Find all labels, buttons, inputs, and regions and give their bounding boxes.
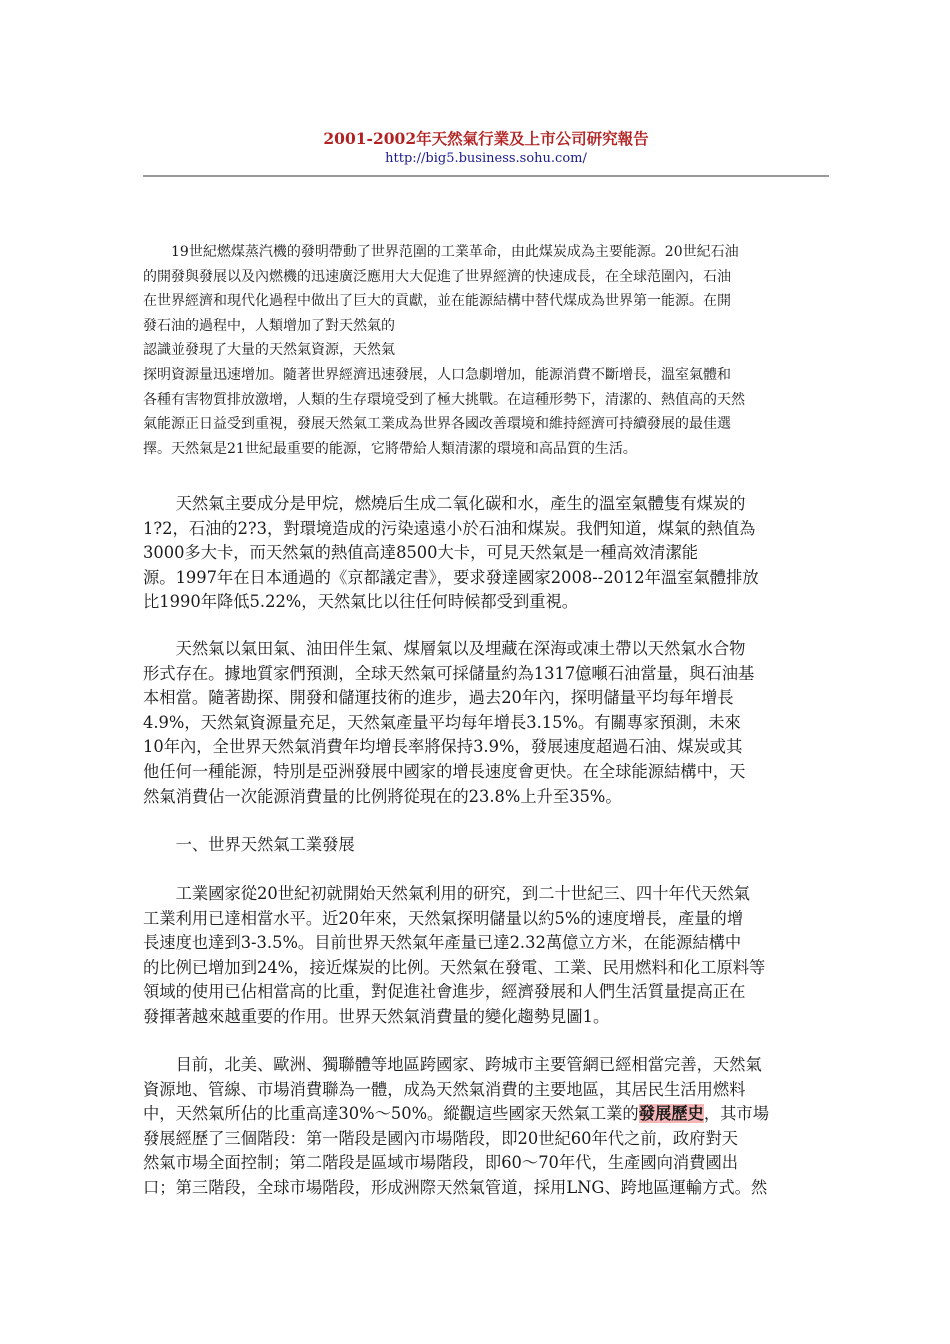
header-divider — [143, 175, 829, 177]
text-line: 領域的使用已佔相當高的比重，對促進社會進步，經濟發展和人們生活質量提高正在 — [143, 982, 746, 1002]
text-line: 10年內，全世界天然氣消費年均增長率將保持3.9%，發展速度超過石油、煤炭或其 — [143, 737, 743, 757]
text-line: 目前，北美、歐洲、獨聯體等地區跨國家、跨城市主要管網已經相當完善，天然氣 — [175, 1055, 762, 1074]
paragraph-markets — [143, 1053, 855, 1201]
source-url[interactable]: http://big5.business.sohu.com/ — [385, 151, 587, 166]
text-line: 擇。天然氣是21世紀最重要的能源，它將帶給人類清潔的環境和高品質的生活。 — [143, 440, 637, 457]
text-line: 他任何一種能源，特別是亞洲發展中國家的增長速度會更快。在全球能源結構中，天 — [143, 761, 746, 781]
text-line — [143, 1102, 855, 1127]
text-line: 發揮著越來越重要的作用。世界天然氣消費量的變化趨勢見圖1。 — [143, 1006, 610, 1026]
text-line: 比1990年降低5.22%，天然氣比以往任何時候都受到重視。 — [143, 592, 579, 612]
text-line: 發展經歷了三個階段：第一階段是國內市場階段，即20世紀60年代之前，政府對天 — [143, 1128, 739, 1148]
text-line: 各種有害物質排放激增，人類的生存環境受到了極大挑戰。在這種形勢下，清潔的、熱值高的天然 — [143, 391, 745, 408]
text-line: 源。1997年在日本通過的《京都議定書》，要求發達國家2008--2012年溫室氣體排放 — [143, 567, 759, 587]
text-line: 認識並發現了大量的天然氣資源，天然氣 — [143, 342, 395, 359]
document-title: 2001-2002年天然氣行業及上市公司研究報告 — [323, 129, 649, 148]
text-line: 3000多大卡，而天然氣的熱值高達8500大卡，可見天然氣是一種高效清潔能 — [143, 543, 699, 563]
paragraph-industry — [143, 882, 855, 1030]
text-segment: 中，天然氣所佔的比重高達30%～50%。縱觀這些國家天然氣工業的 — [143, 1104, 639, 1124]
text-line: 發石油的過程中，人類增加了對天然氣的 — [143, 317, 395, 334]
paragraph-reserves — [143, 637, 855, 809]
section-heading-text: 一、世界天然氣工業發展 — [175, 835, 355, 854]
text-line: 天然氣主要成分是甲烷，燃燒后生成二氧化碳和水，產生的溫室氣體隻有煤炭的 — [175, 494, 746, 513]
text-line: 本相當。隨著勘探、開發和儲運技術的進步，過去20年內，探明儲量平均每年增長 — [143, 688, 734, 708]
text-line: 然氣消費佔一次能源消費量的比例將從現在的23.8%上升至35%。 — [143, 786, 622, 806]
document-header — [143, 128, 829, 168]
text-line: 氣能源正日益受到重視，發展天然氣工業成為世界各國改善環境和維持經濟可持續發展的最佳選 — [143, 416, 731, 433]
text-line: 然氣市場全面控制；第二階段是區域市場階段，即60～70年代，生產國向消費國出 — [143, 1153, 739, 1173]
text-line: 形式存在。據地質家們預測，全球天然氣可採儲量約為1317億噸石油當量，與石油基 — [143, 663, 755, 683]
text-line: 的開發與發展以及內燃機的迅速廣泛應用大大促進了世界經濟的快速成長，在全球范圍內，石油 — [143, 268, 731, 285]
text-line: 天然氣以氣田氣、油田伴生氣、煤層氣以及埋藏在深海或凍土帶以天然氣水合物 — [175, 639, 746, 658]
text-line: 資源地、管線、市場消費聯為一體，成為天然氣消費的主要地區，其居民生活用燃料 — [143, 1079, 746, 1099]
text-line: 在世界經濟和現代化過程中做出了巨大的貢獻，並在能源結構中替代煤成為世界第一能源。在開 — [143, 293, 731, 310]
text-line: 口；第三階段，全球市場階段，形成洲際天然氣管道，採用LNG、跨地區運輸方式。然 — [143, 1177, 768, 1197]
text-line: 工業利用已達相當水平。近20年來，天然氣探明儲量以約5%的速度增長，產量的增 — [143, 908, 744, 928]
paragraph-methane — [143, 492, 855, 615]
section-heading — [143, 833, 855, 858]
paragraph-intro — [143, 240, 855, 461]
text-line: 探明資源量迅速增加。隨著世界經濟迅速發展，人口急劇增加，能源消費不斷增長，溫室氣體和 — [143, 366, 731, 383]
text-line: 19世紀燃煤蒸汽機的發明帶動了世界范圍的工業革命，由此煤炭成為主要能源。20世紀石油 — [171, 244, 739, 260]
text-segment: ，其市場 — [703, 1104, 769, 1124]
highlighted-term[interactable]: 發展歷史 — [638, 1104, 704, 1124]
text-line: 工業國家從20世紀初就開始天然氣利用的研究，到二十世紀三、四十年代天然氣 — [175, 884, 750, 903]
text-line: 4.9%，天然氣資源量充足，天然氣產量平均每年增長3.15%。有關專家預測，未來 — [143, 712, 741, 732]
text-line: 1?2，石油的2?3，對環境造成的污染遠遠小於石油和煤炭。我們知道，煤氣的熱值為 — [143, 518, 756, 538]
text-line: 長速度也達到3-3.5%。目前世界天然氣年產量已達2.32萬億立方米，在能源結構中 — [143, 933, 742, 953]
text-line: 的比例已增加到24%，接近煤炭的比例。天然氣在發電、工業、民用燃料和化工原料等 — [143, 957, 766, 977]
